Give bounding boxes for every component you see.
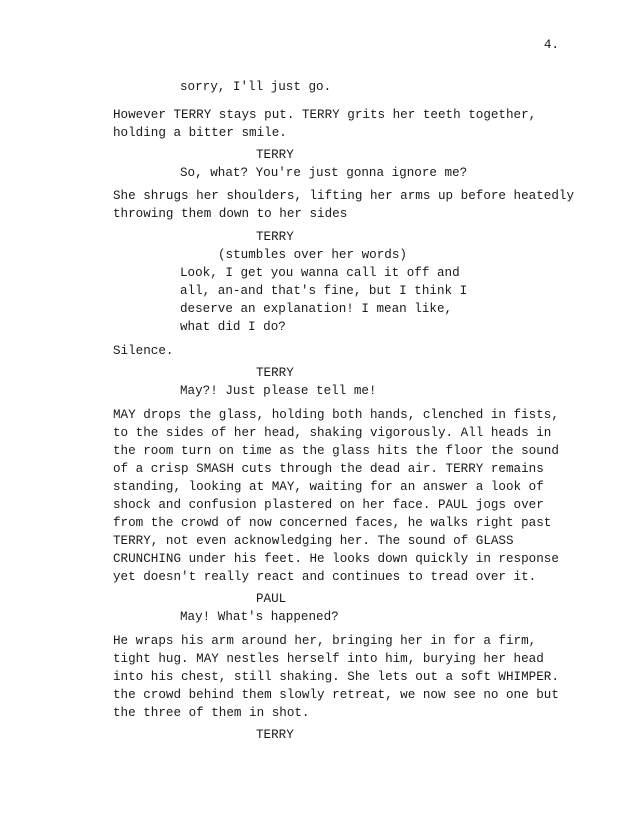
action-line: throwing them down to her sides (113, 207, 348, 221)
action-line: She shrugs her shoulders, lifting her arms up before heatedly (113, 189, 575, 203)
action-line: shock and confusion plastered on her face. PAUL jogs over (113, 498, 544, 512)
character-name: TERRY (256, 148, 294, 162)
action-line: He wraps his arm around her, bringing her in for a firm, (113, 634, 537, 648)
action-line: into his chest, still shaking. She lets out a soft WHIMPER. (113, 670, 559, 684)
action-line: from the crowd of now concerned faces, he walks right past (113, 516, 552, 530)
page-number: 4. (543, 38, 559, 52)
action-line: TERRY, not even acknowledging her. The sound of GLASS (113, 534, 514, 548)
action-line: Silence. (113, 344, 174, 358)
parenthetical: (stumbles over her words) (218, 248, 407, 262)
action-line: the crowd behind them slowly retreat, we now see no one but (113, 688, 559, 702)
action-line: standing, looking at MAY, waiting for an answer a look of (113, 480, 544, 494)
dialogue-line: what did I do? (180, 320, 286, 334)
character-name: TERRY (256, 366, 294, 380)
action-line: holding a bitter smile. (113, 126, 287, 140)
character-name: PAUL (256, 592, 287, 606)
character-name: TERRY (256, 728, 294, 742)
dialogue-line: Look, I get you wanna call it off and (180, 266, 460, 280)
dialogue-line: all, an-and that's fine, but I think I (180, 284, 468, 298)
action-line: the three of them in shot. (113, 706, 310, 720)
character-name: TERRY (256, 230, 294, 244)
dialogue-line: May! What's happened? (180, 610, 339, 624)
action-line: MAY drops the glass, holding both hands, clenched in fists, (113, 408, 559, 422)
action-line: However TERRY stays put. TERRY grits her teeth together, (113, 108, 537, 122)
dialogue-line: May?! Just please tell me! (180, 384, 377, 398)
action-line: to the sides of her head, shaking vigorously. All heads in (113, 426, 552, 440)
action-line: of a crisp SMASH cuts through the dead air. TERRY remains (113, 462, 544, 476)
dialogue-line: sorry, I'll just go. (180, 80, 332, 94)
action-line: yet doesn't really react and continues to tread over it. (113, 570, 537, 584)
action-line: the room turn on time as the glass hits the floor the sound (113, 444, 559, 458)
dialogue-line: deserve an explanation! I mean like, (180, 302, 453, 316)
dialogue-line: So, what? You're just gonna ignore me? (180, 166, 468, 180)
action-line: CRUNCHING under his feet. He looks down quickly in response (113, 552, 559, 566)
action-line: tight hug. MAY nestles herself into him, burying her head (113, 652, 544, 666)
